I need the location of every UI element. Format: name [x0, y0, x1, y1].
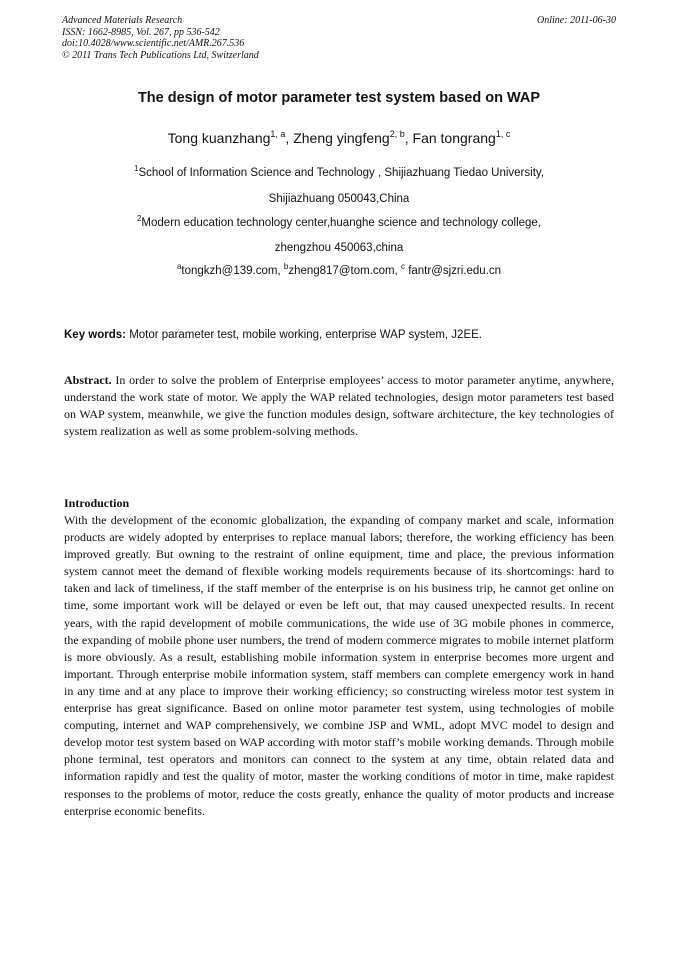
- author-superscript: 2, b: [389, 129, 405, 139]
- keywords-text: Motor parameter test, mobile working, enterprise WAP system, J2EE.: [126, 329, 482, 341]
- issn-line: ISSN: 1662-8985, Vol. 267, pp 536-542: [62, 26, 220, 38]
- author-name: Fan tongrang: [412, 130, 496, 146]
- email-b: zheng817@tom.com,: [288, 265, 401, 277]
- doi-line: doi:10.4028/www.scientific.net/AMR.267.536: [62, 38, 245, 49]
- affiliation-text: School of Information Science and Technology , Shijiazhuang Tiedao University,: [138, 167, 544, 179]
- abstract-text: In order to solve the problem of Enterprise employees’ access to motor parameter anytime, anywhere, understand the work state of motor. We apply the WAP related technologies, design motor parameters test based on WAP system, meanwhile, we give the function modules design, software architecture, the key technologies of system realization as well as some problem-solving methods.: [64, 373, 614, 439]
- author-list: [0, 130, 678, 146]
- affiliation-1-line-2: Shijiazhuang 050043,China: [268, 193, 410, 205]
- author-name: Tong kuanzhang: [167, 130, 271, 146]
- email-marker: c: [401, 262, 405, 271]
- introduction-heading: Introduction: [64, 496, 130, 510]
- keywords-label: Key words:: [64, 329, 126, 341]
- email-a: tongkzh@139.com,: [181, 265, 284, 277]
- abstract-label: Abstract.: [64, 373, 112, 387]
- email-c: fantr@sjzri.edu.cn: [405, 265, 502, 277]
- author-superscript: 1, a: [270, 129, 286, 139]
- email-marker: a: [176, 262, 182, 271]
- affiliation-2-line-2: zhengzhou 450063,china: [274, 242, 404, 254]
- affiliation-2-line-1: [0, 214, 678, 229]
- abstract-paragraph: [64, 372, 614, 440]
- paper-title: The design of motor parameter test system based on WAP: [137, 90, 541, 106]
- journal-name: Advanced Materials Research: [62, 15, 183, 26]
- keywords-line: [64, 329, 614, 341]
- email-marker: b: [283, 262, 289, 271]
- journal-header: [62, 15, 616, 61]
- author-separator: ,: [285, 130, 294, 146]
- online-date: Online: 2011-06-30: [537, 15, 616, 26]
- affiliation-marker: 1: [134, 164, 139, 173]
- author-superscript: 1, c: [495, 129, 511, 139]
- affiliation-marker: 2: [136, 214, 142, 223]
- copyright-line: © 2011 Trans Tech Publications Ltd, Switzerland: [62, 49, 259, 61]
- affiliation-text: Modern education technology center,huanghe science and technology college,: [141, 217, 542, 229]
- author-name: Zheng yingfeng: [293, 130, 390, 146]
- email-line: [0, 262, 678, 277]
- introduction-paragraph: With the development of the economic globalization, the expanding of company market and scale, information products are widely adopted by enterprises to replace manual labors; therefore, the working efficiency has been improved greatly. But owning to the restraint of online equipment, time and place, the previous information system cannot meet the demand of flexible working models requirements because of its shortcomings: hard to taken and lack of timeliness, if the staff member of the enterprise is on his business trip, he cannot get online on time, some important work will be delayed or even be left out, that may caused unexpected results. In recent years, with the rapid development of mobile communications, the wide use of 3G mobile phones in commerce, the expanding of mobile phone user numbers, the trend of modern commerce migrates to mobile internet platform is more obviously. As a result, establishing mobile information system in enterprise becomes more urgent and important. Through enterprise mobile information system, staff members can complete emergency work in hand in any time and at any place to improve their working efficiency; so constructing wireless motor test system in enterprise has great significance. Based on online motor parameter test system, using technologies of mobile computing, internet and WAP comprehensively, we combine JSP and WML, adopt MVC model to design and develop motor test system based on WAP according with motor staff’s mobile working demands. Through mobile phone terminal, test operators and monitors can connect to the system at any time, obtain related data and information rapidly and test the quality of motor, master the working conditions of motor in time, make rapidest responses to the problems of motor, reduce the costs greatly, enhance the quality of motor products and increase enterprise economic benefits.: [64, 513, 614, 818]
- affiliation-1-line-1: [0, 164, 678, 179]
- author-separator: ,: [404, 130, 413, 146]
